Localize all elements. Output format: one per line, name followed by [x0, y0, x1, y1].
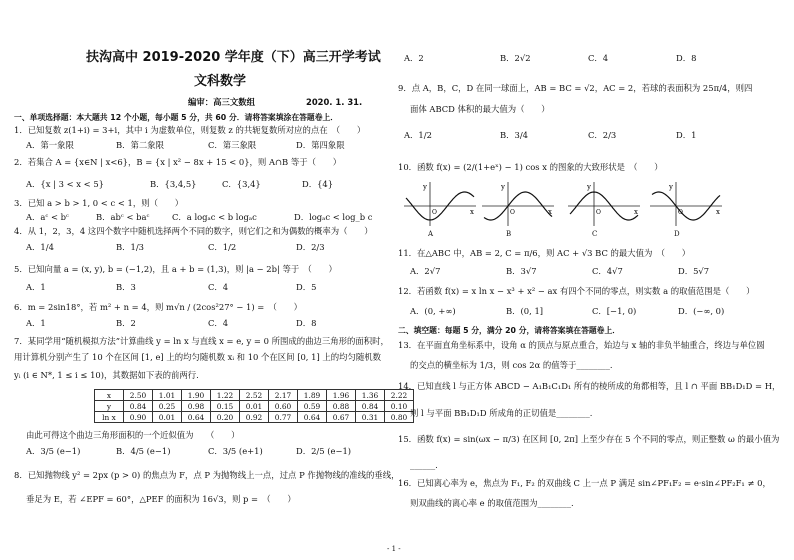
graph-plot	[402, 180, 478, 232]
table-cell: 0.90	[124, 412, 153, 423]
q4-option-c[interactable]: C．1/2	[208, 242, 237, 252]
q1-option-b[interactable]: B．第二象限	[116, 140, 165, 150]
q4-stem: 4．从 1，2，3，4 这四个数字中随机选择两个不同的数字，则它们之和为偶数的概率为（ ）	[14, 226, 373, 236]
q10-graph-option-d[interactable]	[648, 180, 724, 238]
exam-subtitle: 文科数学	[194, 74, 247, 89]
table-row	[95, 412, 414, 423]
q10-graph-option-a[interactable]	[402, 180, 478, 238]
q16-line-2: 则双曲线的离心率 e 的取值范围为________.	[410, 498, 574, 508]
table-cell: 0.10	[385, 401, 414, 412]
q10-graph-label: D	[674, 230, 680, 238]
table-cell: 0.80	[385, 412, 414, 423]
q7-stem-2: 用计算机分别产生了 10 个在区间 [1, e] 上的均匀随机数 xᵢ 和 10 个在区间 [0, 1] 上的均匀随机数	[14, 352, 382, 362]
q13-line-1: 13．在平面直角坐标系中，设角 α 的顶点与原点重合，始边与 x 轴的非负半轴重合，终边与单位圆	[398, 340, 765, 350]
y-axis-label: y	[501, 183, 505, 191]
q11-option-d[interactable]: D．5√7	[678, 266, 710, 276]
q1-option-d[interactable]: D．第四象限	[296, 140, 345, 150]
exam-title: 扶沟高中 2019-2020 学年度（下）高三开学考试	[86, 50, 381, 65]
table-cell: 1.22	[211, 390, 240, 401]
q11-stem: 11．在△ABC 中，AB = 2, C = π/6，则 AC + √3 BC 的最大值为 （ ）	[398, 248, 691, 258]
q8-option-d[interactable]: D．8	[676, 53, 697, 63]
q2-stem: 2．若集合 A = {x∈N | x<6}，B = {x | x² − 8x + 15 < 0}，则 A∩B 等于（ ）	[14, 157, 342, 167]
q6-stem: 6．m = 2sin18°，若 m² + n = 4，则 m√n / (2cos²27° − 1) = （ ）	[14, 302, 303, 312]
q4-option-b[interactable]: B．1/3	[116, 242, 145, 252]
q1-stem: 1．已知复数 z(1+i) = 3+i，其中 i 为虚数单位，则复数 z 的共轭复数所对应的点在 （ ）	[14, 125, 366, 135]
q5-option-c[interactable]: C．4	[208, 282, 229, 292]
editor-label: 编审：高三文数组	[188, 97, 255, 107]
q11-option-b[interactable]: B．3√7	[506, 266, 537, 276]
graph-plot	[566, 180, 642, 232]
q10-graph-option-c[interactable]	[566, 180, 642, 238]
q10-graph-label: B	[506, 230, 512, 238]
q13-line-2: 的交点的横坐标为 1/3，则 cos 2α 的值等于________.	[410, 360, 613, 370]
exam-date: 2020. 1. 31.	[306, 97, 363, 107]
q9-option-c[interactable]: C．2/3	[588, 130, 617, 140]
q3-option-b[interactable]: B．abᶜ < baᶜ	[96, 212, 150, 222]
q2-option-d[interactable]: D．{4}	[302, 179, 334, 189]
q5-option-b[interactable]: B．3	[116, 282, 136, 292]
origin-label: O	[432, 209, 437, 216]
q16-line-1: 16．已知离心率为 e，焦点为 F₁, F₂ 的双曲线 C 上一点 P 满足 sin∠PF₁F₂ = e·sin∠PF₂F₁ ≠ 0，	[398, 478, 771, 488]
q2-option-b[interactable]: B．{3,4,5}	[150, 179, 197, 189]
q11-option-c[interactable]: C．4√7	[592, 266, 623, 276]
table-cell: 0.64	[298, 412, 327, 423]
table-cell: 0.25	[153, 401, 182, 412]
q5-option-a[interactable]: A．1	[26, 282, 46, 292]
q7-stem-1: 7．某同学用“随机模拟方法”计算曲线 y = ln x 与直线 x = e, y = 0 所围成的曲边三角形的面积时，	[14, 336, 389, 346]
table-cell: 0.01	[153, 412, 182, 423]
table-row	[95, 390, 414, 401]
q7-option-b[interactable]: B．4/5 (e−1)	[116, 446, 171, 456]
table-cell: 0.31	[356, 412, 385, 423]
table-cell: 0.98	[182, 401, 211, 412]
q12-option-a[interactable]: A．(0, +∞)	[410, 306, 456, 316]
table-cell: 1.90	[182, 390, 211, 401]
q11-option-a[interactable]: A．2√7	[410, 266, 441, 276]
table-cell: 1.36	[356, 390, 385, 401]
q3-option-d[interactable]: D．logₐc < log_b c	[294, 212, 373, 222]
q3-stem: 3．已知 a > b > 1, 0 < c < 1，则（ ）	[14, 198, 184, 208]
q7-option-a[interactable]: A．3/5 (e−1)	[26, 446, 81, 456]
q2-option-a[interactable]: A．{x | 3 < x < 5}	[26, 179, 105, 189]
q8-option-c[interactable]: C．4	[588, 53, 609, 63]
q9-option-a[interactable]: A．1/2	[404, 130, 432, 140]
origin-label: O	[678, 209, 683, 216]
q12-option-b[interactable]: B．(0, 1]	[506, 306, 544, 316]
table-row-header: y	[95, 401, 124, 412]
table-cell: 0.84	[124, 401, 153, 412]
x-axis-label: x	[548, 208, 552, 216]
graph-plot	[480, 180, 556, 232]
page-number: - 1 -	[387, 545, 401, 553]
q12-option-d[interactable]: D．(−∞, 0)	[678, 306, 725, 316]
table-cell: 0.64	[182, 412, 211, 423]
q4-option-d[interactable]: D．2/3	[296, 242, 325, 252]
q7-stem-3: yᵢ (i ∈ N*, 1 ≤ i ≤ 10)，其数据如下表的前两行.	[14, 370, 199, 380]
table-cell: 0.60	[269, 401, 298, 412]
table-cell: 2.50	[124, 390, 153, 401]
q9-option-d[interactable]: D．1	[676, 130, 697, 140]
q7-stem-4: 由此可得这个曲边三角形面积的一个近似值为 （ ）	[26, 430, 240, 440]
table-cell: 0.84	[356, 401, 385, 412]
section1-heading: 一、单项选择题：本大题共 12 个小题，每小题 5 分，共 60 分．请将答案填涂在答题卷上．	[14, 113, 339, 122]
x-axis-label: x	[716, 208, 720, 216]
table-cell: 0.01	[240, 401, 269, 412]
q2-option-c[interactable]: C．{3,4}	[222, 179, 261, 189]
q15-line-2: ______.	[410, 460, 438, 470]
table-cell: 0.92	[240, 412, 269, 423]
q6-option-d[interactable]: D．8	[296, 318, 317, 328]
q1-option-c[interactable]: C．第三象限	[208, 140, 257, 150]
y-axis-label: y	[587, 183, 591, 191]
q6-option-a[interactable]: A．1	[26, 318, 46, 328]
q14-line-2: 则 l 与平面 BB₁D₁D 所成角的正切值是________.	[410, 408, 593, 418]
q6-option-b[interactable]: B．2	[116, 318, 136, 328]
table-cell: 1.01	[153, 390, 182, 401]
q6-option-c[interactable]: C．4	[208, 318, 229, 328]
q1-option-a[interactable]: A．第一象限	[26, 140, 74, 150]
q10-graph-option-b[interactable]	[480, 180, 556, 238]
q3-option-c[interactable]: C．a logₐc < b logₐc	[172, 212, 257, 222]
table-row-header: x	[95, 390, 124, 401]
q5-option-d[interactable]: D．5	[296, 282, 317, 292]
table-row-header: ln x	[95, 412, 124, 423]
q8-option-a[interactable]: A．2	[404, 53, 424, 63]
q7-data-table	[94, 389, 414, 423]
table-cell: 0.88	[327, 401, 356, 412]
y-axis-label: y	[423, 183, 427, 191]
graph-plot	[648, 180, 724, 232]
q8-stem-1: 8．已知抛物线 y² = 2px (p > 0) 的焦点为 F，点 P 为抛物线上一点，过点 P 作抛物线的准线的垂线，	[14, 470, 400, 480]
x-axis-label: x	[470, 208, 474, 216]
x-axis-label: x	[634, 208, 638, 216]
table-cell: 2.22	[385, 390, 414, 401]
q10-graph-label: C	[592, 230, 598, 238]
table-cell: 0.59	[298, 401, 327, 412]
q9-stem-2: 面体 ABCD 体积的最大值为（ ）	[410, 104, 550, 114]
q14-line-1: 14．已知直线 l 与正方体 ABCD − A₁B₁C₁D₁ 所有的棱所成的角都相等，且 l ∩ 平面 BB₁D₁D = H，	[398, 381, 781, 391]
q10-stem: 10．函数 f(x) = (2/(1+eˣ) − 1) cos x 的图象的大致形状是 （ ）	[398, 162, 663, 172]
q7-option-d[interactable]: D．2/5 (e−1)	[296, 446, 352, 456]
table-cell: 1.96	[327, 390, 356, 401]
q9-stem-1: 9．点 A，B，C，D 在同一球面上，AB = BC = √2，AC = 2，若球的表面积为 25π/4，则四	[398, 83, 753, 93]
q12-stem: 12．若函数 f(x) = x ln x − x³ + x² − ax 有四个不同的零点，则实数 a 的取值范围是（ ）	[398, 286, 755, 296]
q9-option-b[interactable]: B．3/4	[500, 130, 529, 140]
table-cell: 0.15	[211, 401, 240, 412]
table-cell: 1.89	[298, 390, 327, 401]
origin-label: O	[510, 209, 515, 216]
q12-option-c[interactable]: C．[−1, 0)	[592, 306, 637, 316]
q5-stem: 5．已知向量 a = (x, y), b = (−1,2)，且 a + b = (1,3)，则 |a − 2b| 等于 （ ）	[14, 264, 337, 274]
q8-stem-2: 垂足为 E，若 ∠EPF = 60°，△PEF 的面积为 16√3，则 p = （ ）	[26, 494, 296, 504]
q7-option-c[interactable]: C．3/5 (e+1)	[208, 446, 263, 456]
table-cell: 2.17	[269, 390, 298, 401]
q15-line-1: 15．函数 f(x) = sin(ωx − π/3) 在区间 [0, 2π] 上至少存在 5 个不同的零点，则正整数 ω 的最小值为	[398, 434, 780, 444]
y-axis-label: y	[669, 183, 673, 191]
q8-option-b[interactable]: B．2√2	[500, 53, 531, 63]
q3-option-a[interactable]: A．aᶜ < bᶜ	[26, 212, 69, 222]
origin-label: O	[596, 209, 601, 216]
table-cell: 0.20	[211, 412, 240, 423]
q10-graph-label: A	[428, 230, 434, 238]
table-cell: 0.77	[269, 412, 298, 423]
q4-option-a[interactable]: A．1/4	[26, 242, 54, 252]
table-cell: 2.52	[240, 390, 269, 401]
table-cell: 0.67	[327, 412, 356, 423]
section2-heading: 二、填空题：每题 5 分，满分 20 分，请将答案填在答题卷上．	[398, 326, 621, 335]
table-row	[95, 401, 414, 412]
